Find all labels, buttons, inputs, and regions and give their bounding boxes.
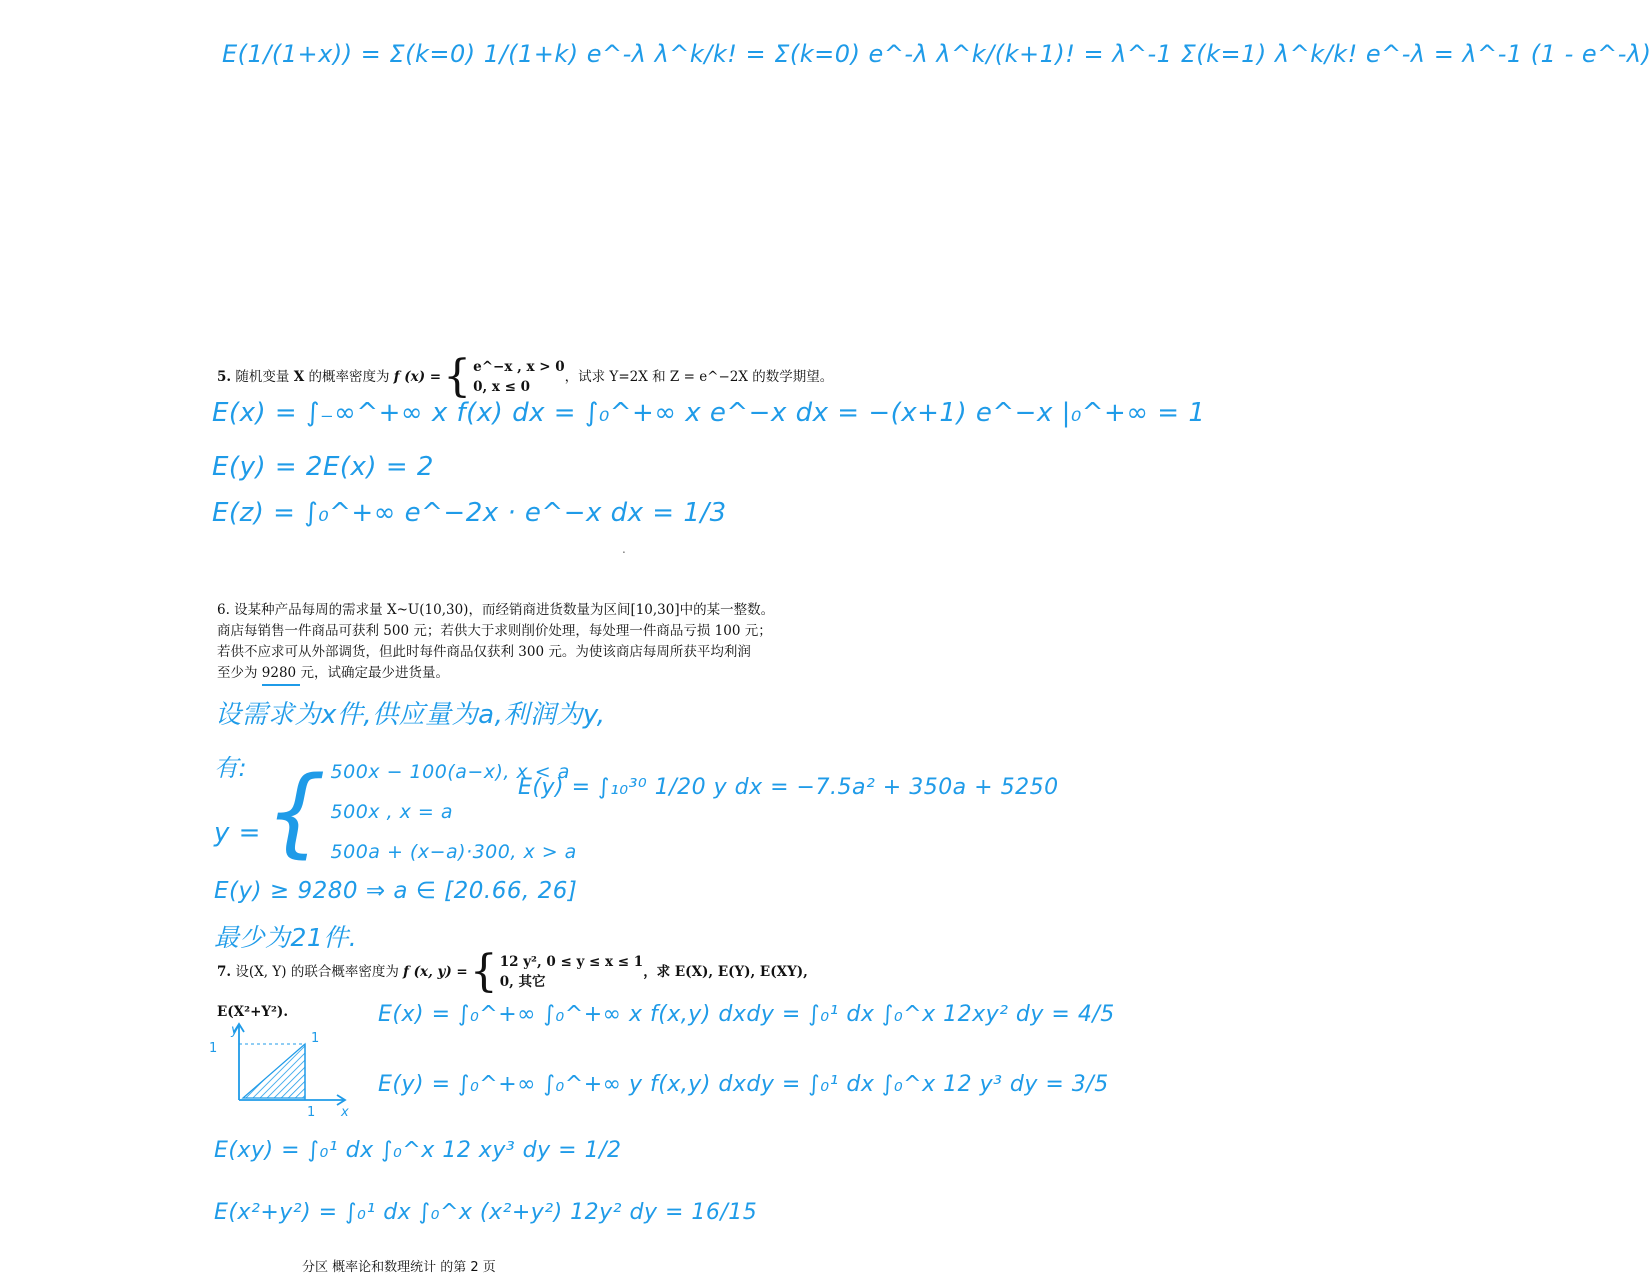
question-6-line: 若供不应求可从外部调货，但此时每件商品仅获利 300 元。为使该商店每周所获平均利润 — [217, 644, 751, 660]
question-number: 5. — [217, 368, 232, 385]
question-text: ，试求 Y=2X 和 Z = e^−2X 的数学期望。 — [564, 368, 834, 385]
q6-answer-range: E(y) ≥ 9280 ⇒ a ∈ [20.66, 26] — [214, 878, 578, 904]
question-text: 设(X, Y) 的联合概率密度为 — [235, 963, 399, 980]
question-5 — [217, 351, 834, 402]
page-footer: 分区 概率论和数理统计 的第 2 页 — [302, 1260, 496, 1275]
profit-case-3: 500a + (x−a)·300, x > a — [330, 841, 577, 863]
case-2: 0, 其它 — [499, 974, 546, 990]
q6-answer-final: 最少为21件. — [214, 923, 358, 952]
q6-expected-profit: E(y) = ∫₁₀³⁰ 1/20 y dx = −7.5a² + 350a + 5250 — [518, 775, 1059, 800]
question-6-line: 至少为 9280 元，试确定最少进货量。 — [217, 665, 449, 681]
q7-answer-line-1: E(x) = ∫₀^+∞ ∫₀^+∞ x f(x,y) dxdy = ∫₀¹ dx ∫₀^x 12xy² dy = 4/5 — [378, 1002, 1115, 1027]
tick-1-bottom: 1 — [307, 1105, 316, 1120]
left-brace: { — [443, 351, 472, 402]
left-brace: { — [469, 946, 498, 997]
q6-answer-intro: 设需求为x件,供应量为a,利润为y, — [215, 700, 606, 730]
question-7 — [217, 946, 808, 997]
region-sketch — [205, 1018, 355, 1118]
question-6-line: 6. 设某种产品每周的需求量 X~U(10,30)，而经销商进货数量为区间[10,30]中的某一整数。 — [217, 602, 775, 618]
piecewise-cases — [473, 357, 565, 397]
handwritten-top-line: E(1/(1+x)) = Σ(k=0) 1/(1+k) e^-λ λ^k/k! = Σ(k=0) e^-λ λ^k/(k+1)! = λ^-1 Σ(k=1) λ^k/k! e^-λ = λ^-1 (1 - e^-λ) — [222, 40, 1651, 68]
question-7-line-2: E(X²+Y²). — [217, 1004, 289, 1020]
q6-piecewise-profit — [214, 752, 577, 872]
q5-answer-line-1: E(x) = ∫₋∞^+∞ x f(x) dx = ∫₀^+∞ x e^−x dx = −(x+1) e^−x |₀^+∞ = 1 — [212, 398, 1206, 428]
left-brace: { — [264, 756, 327, 868]
tick-1-top: 1 — [311, 1031, 320, 1046]
y-label: y — [231, 1023, 239, 1038]
profit-case-1: 500x − 100(a−x), x < a — [330, 761, 570, 783]
tick-1-left: 1 — [209, 1041, 218, 1056]
case-1: 12 y², 0 ≤ y ≤ x ≤ 1 — [499, 954, 644, 970]
question-text: 的概率密度为 — [308, 368, 390, 385]
q7-answer-line-3: E(xy) = ∫₀¹ dx ∫₀^x 12 xy³ dy = 1/2 — [214, 1138, 622, 1163]
profit-case-2: 500x , x = a — [330, 801, 454, 823]
handwritten-underline — [262, 684, 300, 686]
q5-answer-line-2: E(y) = 2E(x) = 2 — [212, 452, 434, 482]
profit-cases — [331, 752, 577, 872]
case-1: e^−x , x > 0 — [473, 359, 565, 375]
question-text: 随机变量 — [235, 368, 290, 385]
x-label: x — [341, 1105, 349, 1120]
variable: X — [293, 368, 305, 385]
q7-answer-line-2: E(y) = ∫₀^+∞ ∫₀^+∞ y f(x,y) dxdy = ∫₀¹ dx ∫₀^x 12 y³ dy = 3/5 — [378, 1072, 1109, 1097]
q6-answer-you: 有: — [214, 754, 248, 782]
case-2: 0, x ≤ 0 — [473, 379, 531, 395]
profit-y: y = — [214, 818, 261, 848]
joint-density-function: f (x, y) = — [403, 963, 468, 980]
question-6 — [217, 600, 857, 684]
q7-answer-line-4: E(x²+y²) = ∫₀¹ dx ∫₀^x (x²+y²) 12y² dy = 16/15 — [214, 1200, 758, 1225]
density-function: f (x) = — [393, 368, 442, 385]
q5-answer-line-3: E(z) = ∫₀^+∞ e^−2x · e^−x dx = 1/3 — [212, 498, 727, 528]
stray-mark: . — [622, 542, 626, 556]
question-number: 7. — [217, 963, 232, 980]
shaded-region — [243, 1044, 305, 1098]
question-text: ，求 E(X), E(Y), E(XY), — [643, 963, 808, 980]
piecewise-cases — [500, 952, 643, 992]
question-6-line: 商店每销售一件商品可获利 500 元；若供大于求则削价处理，每处理一件商品亏损 100 元； — [217, 623, 772, 639]
